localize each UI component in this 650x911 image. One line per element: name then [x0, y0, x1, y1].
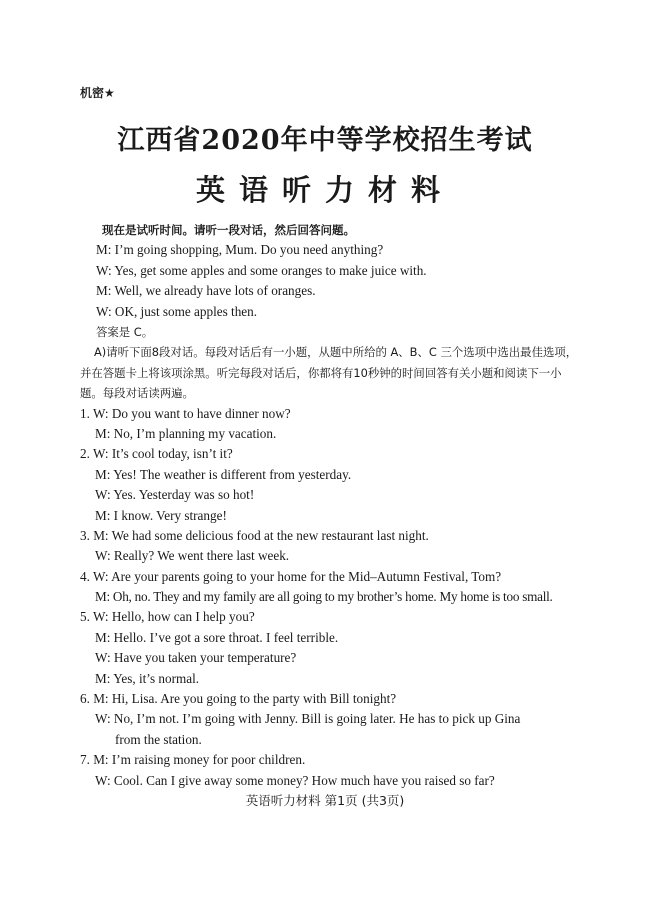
- listening-script: [80, 220, 580, 791]
- example-line: W: OK, just some apples then.: [96, 303, 258, 319]
- page-footer: 英语听力材料 第1页 (共3页): [245, 793, 405, 808]
- dialogue-line: W: Yes. Yesterday was so hot!: [95, 487, 255, 503]
- dialogue-line: 2. W: It’s cool today, isn’t it?: [80, 446, 233, 462]
- dialogue-line: 1. W: Do you want to have dinner now?: [80, 405, 291, 421]
- dialogue-line: M: Yes, it’s normal.: [95, 670, 200, 686]
- dialogue-line: M: Hello. I’ve got a sore throat. I feel terrible.: [95, 629, 339, 645]
- dialogue-line: W: Really? We went there last week.: [95, 548, 290, 564]
- dialogue-line: W: Cool. Can I give away some money? How much have you raised so far?: [95, 772, 495, 788]
- dialogue-line: 4. W: Are your parents going to your home for the Mid–Autumn Festival, Tom?: [80, 568, 502, 584]
- dialogue-line: M: No, I’m planning my vacation.: [95, 425, 277, 441]
- dialogue-line: 7. M: I’m raising money for poor children.: [80, 752, 306, 768]
- example-line: M: Well, we already have lots of oranges.: [96, 283, 316, 299]
- dialogue-line: 3. M: We had some delicious food at the new restaurant last night.: [80, 527, 429, 543]
- example-line: W: Yes, get some apples and some oranges to make juice with.: [96, 262, 427, 278]
- example-intro: 现在是试听时间。请听一段对话，然后回答问题。: [102, 223, 355, 237]
- section-a-instruction: A)请听下面8段对话。每段对话后有一小题，从题中所给的 A、B、C 三个选项中选出最佳选项，并在答题卡上将该项涂黑。听完每段对话后，你都将有10秒钟的时间回答有关小题和阅读下一小题。每段对话读两遍。: [80, 345, 578, 401]
- dialogue-line: 5. W: Hello, how can I help you?: [80, 609, 255, 625]
- confidential-mark: 机密★: [80, 86, 115, 100]
- dialogue-line: 6. M: Hi, Lisa. Are you going to the party with Bill tonight?: [80, 691, 397, 707]
- dialogue-line: from the station.: [115, 731, 202, 747]
- exam-subtitle: 英语听力材料: [195, 173, 454, 207]
- dialogue-line: W: Have you taken your temperature?: [95, 650, 297, 666]
- dialogue-line: M: Oh, no. They and my family are all going to my brother’s home. My home is too small.: [95, 589, 553, 605]
- dialogue-line: M: Yes! The weather is different from yesterday.: [95, 466, 352, 482]
- example-answer: 答案是 C。: [96, 324, 154, 339]
- dialogue-line: W: No, I’m not. I’m going with Jenny. Bill is going later. He has to pick up Gina: [95, 711, 521, 727]
- dialogue-line: M: I know. Very strange!: [95, 507, 227, 523]
- exam-title: 江西省2020年中等学校招生考试: [117, 125, 533, 156]
- example-line: M: I’m going shopping, Mum. Do you need anything?: [96, 242, 384, 258]
